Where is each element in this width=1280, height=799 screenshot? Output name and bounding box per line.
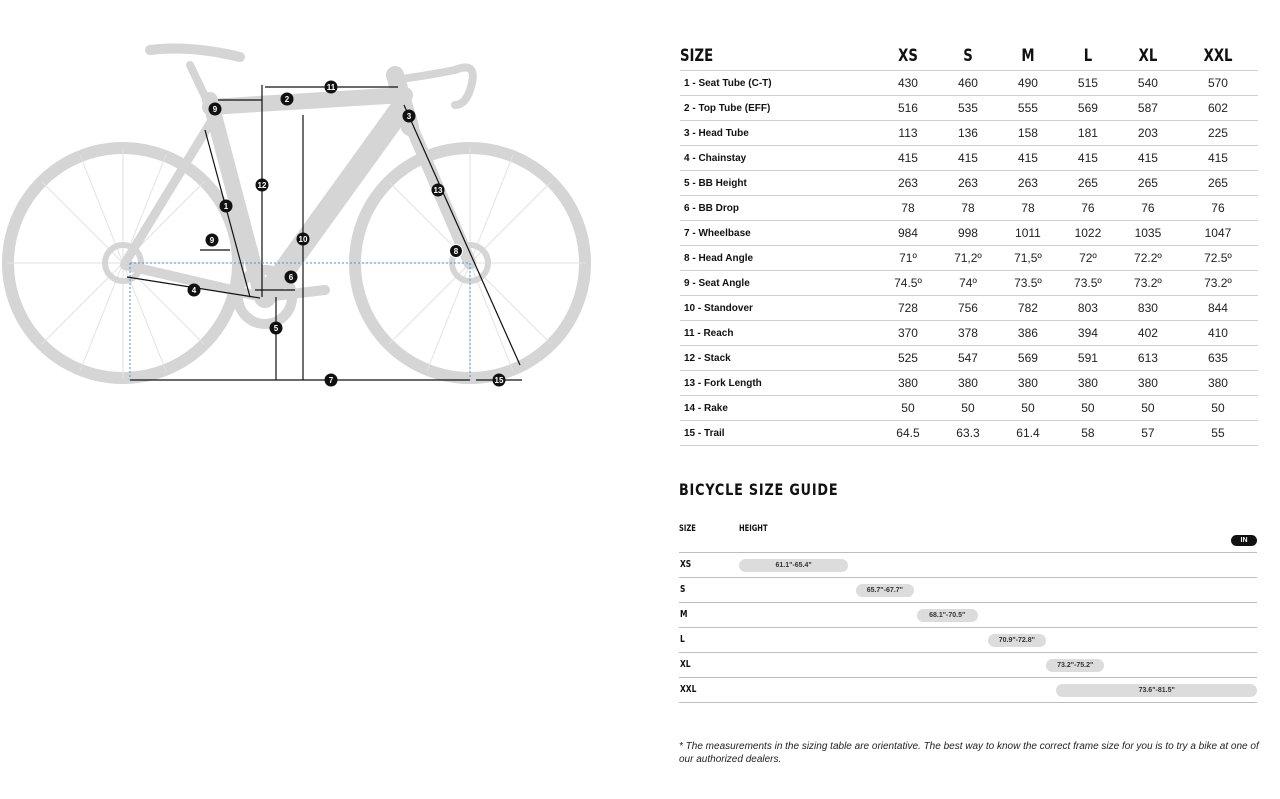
size-guide-size-header: SIZE — [679, 524, 696, 534]
geometry-cell: 490 — [998, 71, 1058, 96]
geometry-row — [680, 321, 1258, 346]
geometry-cell: 587 — [1118, 96, 1178, 121]
svg-text:8: 8 — [453, 247, 459, 256]
geometry-cell: 73.2º — [1178, 271, 1258, 296]
marker-7 — [325, 374, 338, 387]
geometry-cell: 569 — [998, 346, 1058, 371]
geometry-cell: 50 — [1058, 396, 1118, 421]
marker-1 — [220, 200, 233, 213]
geometry-row-label: 14 - Rake — [680, 396, 878, 421]
marker-8 — [450, 245, 463, 258]
geometry-cell: 73.5º — [1058, 271, 1118, 296]
svg-text:15: 15 — [494, 376, 504, 385]
geometry-cell: 402 — [1118, 321, 1178, 346]
seatpost — [190, 65, 210, 107]
unit-toggle-badge[interactable]: IN — [1231, 535, 1257, 546]
marker-3 — [403, 110, 416, 123]
size-guide-title: BICYCLE SIZE GUIDE — [679, 480, 839, 499]
svg-text:9: 9 — [209, 236, 215, 245]
height-range-bar: 73.6"-81.5" — [1056, 684, 1257, 697]
frame-top-tube — [210, 95, 405, 107]
geometry-row — [680, 271, 1258, 296]
frame-down-tube — [265, 110, 400, 297]
geometry-cell: 570 — [1178, 71, 1258, 96]
geometry-row-label: 9 - Seat Angle — [680, 271, 878, 296]
geometry-cell: 50 — [938, 396, 998, 421]
geometry-cell: 55 — [1178, 421, 1258, 446]
marker-4 — [188, 284, 201, 297]
geometry-cell: 525 — [878, 346, 938, 371]
geometry-cell: 782 — [998, 296, 1058, 321]
marker-2 — [281, 93, 294, 106]
geometry-cell: 386 — [998, 321, 1058, 346]
geometry-cell: 181 — [1058, 121, 1118, 146]
marker-10 — [297, 233, 310, 246]
height-range-bar: 65.7"-67.7" — [856, 584, 914, 597]
geometry-cell: 613 — [1118, 346, 1178, 371]
svg-text:5: 5 — [273, 324, 279, 333]
svg-text:4: 4 — [191, 286, 197, 295]
geometry-cell: 984 — [878, 221, 938, 246]
geometry-cell: 72.5º — [1178, 246, 1258, 271]
geometry-row — [680, 221, 1258, 246]
bike-silhouette — [8, 49, 585, 378]
geometry-cell: 136 — [938, 121, 998, 146]
footnote: * The measurements in the sizing table are orientative. The best way to know the correct frame size for you is to try a bike at one of our authorized dealers. — [679, 741, 1259, 765]
geometry-cell: 73.5º — [998, 271, 1058, 296]
height-range-bar: 73.2"-75.2" — [1046, 659, 1104, 672]
geometry-cell: 380 — [878, 371, 938, 396]
geometry-row-label: 2 - Top Tube (EFF) — [680, 96, 878, 121]
size-guide-rows — [679, 552, 1257, 703]
geometry-header-row — [680, 42, 1258, 71]
geometry-cell: 415 — [998, 146, 1058, 171]
geometry-row — [680, 396, 1258, 421]
geometry-cell: 74.5º — [878, 271, 938, 296]
geometry-cell: 203 — [1118, 121, 1178, 146]
geometry-row — [680, 421, 1258, 446]
svg-text:1: 1 — [223, 202, 229, 211]
geometry-cell: 430 — [878, 71, 938, 96]
geometry-cell: 756 — [938, 296, 998, 321]
marker-5 — [270, 322, 283, 335]
geometry-cell: 63.3 — [938, 421, 998, 446]
geometry-cell: 265 — [1118, 171, 1178, 196]
geometry-cell: 74º — [938, 271, 998, 296]
geometry-cell: 78 — [878, 196, 938, 221]
geometry-cell: 415 — [878, 146, 938, 171]
size-guide-row — [679, 602, 1257, 627]
geometry-row — [680, 196, 1258, 221]
geometry-cell: 1035 — [1118, 221, 1178, 246]
geometry-cell: 602 — [1178, 96, 1258, 121]
geometry-cell: 1011 — [998, 221, 1058, 246]
geometry-cell: 569 — [1058, 96, 1118, 121]
marker-12 — [256, 179, 269, 192]
geometry-cell: 265 — [1178, 171, 1258, 196]
geometry-row — [680, 96, 1258, 121]
geometry-cell: 803 — [1058, 296, 1118, 321]
geometry-cell: 50 — [1118, 396, 1178, 421]
marker-13 — [432, 184, 445, 197]
geometry-row-label: 11 - Reach — [680, 321, 878, 346]
geometry-row — [680, 371, 1258, 396]
geometry-cell: 844 — [1178, 296, 1258, 321]
geometry-cell: 394 — [1058, 321, 1118, 346]
size-guide-row — [679, 577, 1257, 602]
geometry-table — [680, 42, 1258, 446]
marker-6 — [285, 271, 298, 284]
geometry-cell: 72.2º — [1118, 246, 1178, 271]
geometry-cell: 113 — [878, 121, 938, 146]
geometry-row — [680, 171, 1258, 196]
geometry-row-label: 7 - Wheelbase — [680, 221, 878, 246]
geometry-cell: 460 — [938, 71, 998, 96]
bike-geometry-diagram — [0, 35, 600, 415]
geometry-cell: 225 — [1178, 121, 1258, 146]
geometry-cell: 50 — [1178, 396, 1258, 421]
size-col-s: S — [963, 46, 973, 66]
geometry-cell: 540 — [1118, 71, 1178, 96]
svg-text:2: 2 — [284, 95, 290, 104]
geometry-cell: 76 — [1118, 196, 1178, 221]
svg-text:9: 9 — [212, 105, 218, 114]
geometry-cell: 591 — [1058, 346, 1118, 371]
marker-9b — [206, 234, 219, 247]
geometry-cell: 50 — [998, 396, 1058, 421]
geometry-cell: 1022 — [1058, 221, 1118, 246]
geometry-row-label: 5 - BB Height — [680, 171, 878, 196]
geometry-row-label: 6 - BB Drop — [680, 196, 878, 221]
geometry-cell: 555 — [998, 96, 1058, 121]
size-header: SIZE — [680, 46, 714, 66]
svg-text:11: 11 — [326, 83, 336, 92]
geometry-cell: 71,5º — [998, 246, 1058, 271]
geometry-cell: 71,2º — [938, 246, 998, 271]
geometry-cell: 415 — [1118, 146, 1178, 171]
height-range-bar: 68.1"-70.5" — [917, 609, 978, 622]
size-guide-size-label: XS — [680, 559, 692, 570]
geometry-cell: 410 — [1178, 321, 1258, 346]
geometry-cell: 380 — [938, 371, 998, 396]
geometry-cell: 515 — [1058, 71, 1118, 96]
geometry-row — [680, 146, 1258, 171]
size-col-xs: XS — [898, 46, 918, 66]
geometry-cell: 378 — [938, 321, 998, 346]
geometry-row — [680, 121, 1258, 146]
svg-text:7: 7 — [328, 376, 334, 385]
geometry-cell: 72º — [1058, 246, 1118, 271]
geometry-row — [680, 296, 1258, 321]
geometry-cell: 830 — [1118, 296, 1178, 321]
geometry-cell: 415 — [1178, 146, 1258, 171]
geometry-cell: 78 — [998, 196, 1058, 221]
size-guide-row — [679, 677, 1257, 703]
geometry-row-label: 8 - Head Angle — [680, 246, 878, 271]
crank-arm — [265, 290, 325, 297]
geometry-cell: 158 — [998, 121, 1058, 146]
geometry-cell: 58 — [1058, 421, 1118, 446]
geometry-cell: 370 — [878, 321, 938, 346]
geometry-cell: 516 — [878, 96, 938, 121]
height-range-bar: 61.1"-65.4" — [739, 559, 848, 572]
size-guide-size-label: XL — [680, 659, 691, 670]
size-guide-size-label: L — [680, 634, 685, 645]
geometry-row — [680, 246, 1258, 271]
svg-text:6: 6 — [288, 273, 294, 282]
geometry-row-label: 15 - Trail — [680, 421, 878, 446]
geometry-row-label: 4 - Chainstay — [680, 146, 878, 171]
geometry-cell: 998 — [938, 221, 998, 246]
svg-text:3: 3 — [406, 112, 412, 121]
geometry-cell: 728 — [878, 296, 938, 321]
geometry-table-body — [680, 71, 1258, 446]
size-col-m: M — [1021, 46, 1035, 66]
geometry-cell: 1047 — [1178, 221, 1258, 246]
geometry-row — [680, 71, 1258, 96]
geometry-row-label: 12 - Stack — [680, 346, 878, 371]
geometry-row-label: 1 - Seat Tube (C-T) — [680, 71, 878, 96]
size-guide-row — [679, 652, 1257, 677]
geometry-cell: 547 — [938, 346, 998, 371]
geometry-cell: 78 — [938, 196, 998, 221]
geometry-cell: 380 — [998, 371, 1058, 396]
geometry-cell: 635 — [1178, 346, 1258, 371]
geometry-cell: 380 — [1118, 371, 1178, 396]
geometry-cell: 415 — [1058, 146, 1118, 171]
marker-15 — [493, 374, 506, 387]
size-guide-height-header: HEIGHT — [739, 524, 768, 534]
size-guide-row — [679, 552, 1257, 577]
geometry-cell: 73.2º — [1118, 271, 1178, 296]
size-col-xl: XL — [1138, 46, 1158, 66]
svg-text:10: 10 — [298, 235, 308, 244]
svg-text:12: 12 — [257, 181, 267, 190]
geometry-cell: 71º — [878, 246, 938, 271]
geometry-cell: 263 — [998, 171, 1058, 196]
geometry-cell: 380 — [1058, 371, 1118, 396]
marker-9a — [209, 103, 222, 116]
height-range-bar: 70.9"-72.8" — [988, 634, 1046, 647]
size-guide-size-label: XXL — [680, 684, 697, 695]
geometry-cell: 76 — [1178, 196, 1258, 221]
geometry-cell: 265 — [1058, 171, 1118, 196]
size-guide-size-label: S — [680, 584, 686, 595]
size-guide-size-label: M — [680, 609, 688, 620]
geometry-cell: 535 — [938, 96, 998, 121]
geometry-row-label: 13 - Fork Length — [680, 371, 878, 396]
saddle — [150, 49, 240, 57]
geometry-cell: 50 — [878, 396, 938, 421]
frame-seat-stay — [125, 117, 214, 263]
size-col-xxl: XXL — [1203, 46, 1233, 66]
marker-11 — [325, 81, 338, 94]
geometry-row-label: 3 - Head Tube — [680, 121, 878, 146]
size-guide-row — [679, 627, 1257, 652]
geometry-cell: 64.5 — [878, 421, 938, 446]
geometry-cell: 263 — [938, 171, 998, 196]
geometry-cell: 61.4 — [998, 421, 1058, 446]
size-col-l: L — [1083, 46, 1093, 66]
svg-text:13: 13 — [433, 186, 443, 195]
geometry-cell: 57 — [1118, 421, 1178, 446]
geometry-cell: 76 — [1058, 196, 1118, 221]
geometry-cell: 415 — [938, 146, 998, 171]
geometry-row-label: 10 - Standover — [680, 296, 878, 321]
geometry-row — [680, 346, 1258, 371]
geometry-cell: 380 — [1178, 371, 1258, 396]
geometry-cell: 263 — [878, 171, 938, 196]
